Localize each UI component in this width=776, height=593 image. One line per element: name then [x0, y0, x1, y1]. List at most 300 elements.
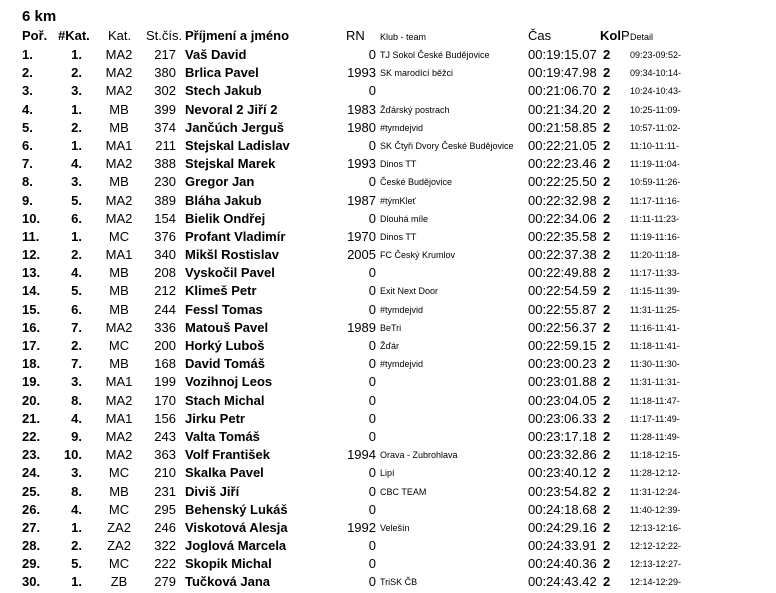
category-cell: ZA2	[107, 538, 131, 554]
birth-year-cell: 0	[368, 301, 376, 317]
name-cell: Profant Vladimír	[185, 228, 286, 244]
detail-cell: 11:31-11:25-	[630, 304, 680, 315]
start-number-cell: 246	[154, 519, 176, 535]
detail-cell: 09:34-10:14-	[630, 68, 682, 79]
name-cell: Jirku Petr	[185, 410, 245, 426]
table-row	[0, 101, 776, 119]
laps-cell: 2	[603, 210, 611, 226]
birth-year-cell: 0	[368, 501, 376, 517]
category-cell: MA2	[105, 47, 133, 62]
start-number-cell: 363	[154, 447, 176, 463]
time-cell: 00:24:43.42	[528, 574, 597, 590]
position-cell: 25.	[22, 483, 41, 499]
name-cell: Stach Michal	[185, 392, 265, 408]
position-cell: 10.	[22, 210, 41, 226]
start-number-cell: 279	[154, 574, 176, 590]
start-number-cell: 302	[154, 83, 176, 99]
club-cell: BeTri	[380, 322, 402, 333]
detail-cell: 11:30-11:30-	[630, 359, 680, 370]
category-cell: MB	[109, 265, 129, 281]
start-number-cell: 295	[154, 501, 176, 517]
detail-cell: 11:18-11:47-	[630, 395, 680, 406]
detail-cell: 11:11-11:23-	[630, 213, 680, 224]
time-cell: 00:24:33.91	[528, 538, 597, 554]
time-cell: 00:22:55.87	[528, 301, 597, 317]
club-cell: Žďár	[380, 341, 400, 351]
category-cell: MB	[109, 483, 129, 499]
table-row	[0, 555, 776, 573]
detail-cell: 11:17-11:16-	[630, 195, 680, 206]
birth-year-cell: 0	[368, 283, 376, 299]
name-cell: Joglová Marcela	[185, 538, 287, 554]
table-row	[0, 464, 776, 482]
position-cell: 8.	[22, 174, 33, 190]
laps-cell: 2	[603, 483, 611, 499]
table-row	[0, 46, 776, 64]
category-cell: MA2	[105, 83, 133, 99]
detail-cell: 11:20-11:18-	[630, 250, 680, 261]
category-cell: MB	[109, 301, 129, 317]
header-laps: Kol	[600, 28, 621, 43]
category-rank-cell: 5.	[71, 192, 82, 208]
position-cell: 12.	[22, 247, 41, 263]
detail-cell: 11:31-11:31-	[630, 377, 680, 388]
time-cell: 00:22:25.50	[528, 174, 597, 190]
start-number-cell: 170	[154, 392, 176, 408]
name-cell: Stech Jakub	[185, 83, 262, 99]
name-cell: Mikšl Rostislav	[185, 247, 279, 263]
position-cell: 4.	[22, 101, 33, 117]
start-number-cell: 156	[154, 410, 176, 426]
start-number-cell: 243	[154, 428, 176, 444]
start-number-cell: 217	[154, 47, 176, 62]
position-cell: 7.	[22, 156, 33, 172]
table-row	[0, 410, 776, 428]
category-rank-cell: 2.	[71, 247, 82, 263]
category-rank-cell: 5.	[71, 556, 82, 572]
detail-cell: 11:16-11:41-	[630, 322, 680, 333]
time-cell: 00:22:35.58	[528, 228, 597, 244]
position-cell: 20.	[22, 392, 41, 408]
time-cell: 00:21:34.20	[528, 101, 597, 117]
laps-cell: 2	[603, 174, 611, 190]
category-rank-cell: 1.	[71, 101, 82, 117]
time-cell: 00:24:40.36	[528, 556, 597, 572]
position-cell: 19.	[22, 374, 41, 390]
club-cell: #tymdejvid	[380, 304, 424, 315]
category-cell: MA1	[105, 374, 133, 390]
time-cell: 00:23:06.33	[528, 410, 597, 426]
birth-year-cell: 2005	[347, 247, 376, 263]
club-cell: Dlouhá míle	[380, 213, 429, 224]
category-cell: MC	[108, 465, 130, 481]
position-cell: 1.	[22, 47, 33, 62]
start-number-cell: 208	[154, 265, 176, 281]
name-cell: Brlica Pavel	[185, 65, 259, 81]
start-number-cell: 388	[154, 156, 176, 172]
club-cell: Dinos TT	[380, 159, 417, 170]
birth-year-cell: 0	[368, 410, 376, 426]
table-row	[0, 264, 776, 282]
laps-cell: 2	[603, 374, 611, 390]
category-rank-cell: 1.	[71, 137, 82, 153]
position-cell: 17.	[22, 338, 41, 353]
laps-cell: 2	[603, 574, 611, 590]
table-row	[0, 82, 776, 100]
start-number-cell: 389	[154, 192, 176, 208]
position-cell: 24.	[22, 465, 41, 481]
name-cell: Diviš Jiří	[185, 483, 240, 499]
laps-cell: 2	[603, 156, 611, 172]
category-rank-cell: 6.	[71, 301, 82, 317]
table-row	[0, 537, 776, 555]
header-club: Klub - team	[380, 32, 427, 42]
start-number-cell: 211	[155, 137, 176, 153]
time-cell: 00:22:56.37	[528, 319, 597, 335]
name-cell: Nevoral 2 Jiří 2	[185, 101, 278, 117]
position-cell: 16.	[22, 319, 41, 335]
laps-cell: 2	[603, 83, 611, 99]
detail-cell: 11:19-11:04-	[630, 159, 680, 170]
detail-cell: 12:13-12:27-	[630, 559, 682, 570]
laps-cell: 2	[603, 428, 611, 444]
category-rank-cell: 5.	[71, 283, 82, 299]
header-rn: RN	[346, 28, 365, 43]
start-number-cell: 244	[154, 301, 176, 317]
name-cell: Tučková Jana	[185, 574, 271, 590]
category-rank-cell: 2.	[71, 538, 82, 554]
category-cell: ZB	[110, 574, 128, 590]
birth-year-cell: 0	[368, 265, 376, 281]
club-cell: Exit Next Door	[380, 286, 439, 297]
laps-cell: 2	[603, 392, 611, 408]
detail-cell: 12:13-12:16-	[630, 522, 682, 533]
category-rank-cell: 9.	[71, 428, 82, 444]
header-time: Čas	[528, 28, 552, 43]
detail-cell: 11:31-12:24-	[630, 486, 681, 497]
time-cell: 00:21:58.85	[528, 119, 597, 135]
start-number-cell: 199	[154, 374, 176, 390]
category-cell: MB	[109, 174, 129, 190]
name-cell: Jančúch Jerguš	[185, 119, 284, 135]
birth-year-cell: 0	[368, 356, 376, 372]
category-rank-cell: 1.	[71, 519, 82, 535]
birth-year-cell: 1993	[347, 65, 376, 81]
detail-cell: 10:24-10:43-	[630, 86, 682, 97]
category-rank-cell: 3.	[71, 83, 82, 99]
category-cell: MA2	[105, 156, 133, 172]
position-cell: 11.	[22, 228, 40, 244]
detail-cell: 11:28-12:12-	[630, 468, 681, 479]
club-cell: Velešín	[380, 522, 410, 533]
category-cell: MA2	[105, 428, 133, 444]
start-number-cell: 212	[154, 283, 176, 299]
category-rank-cell: 4.	[71, 501, 82, 517]
detail-cell: 12:14-12:29-	[630, 577, 682, 588]
laps-cell: 2	[603, 247, 611, 263]
category-rank-cell: 8.	[71, 483, 82, 499]
laps-cell: 2	[603, 192, 611, 208]
category-rank-cell: 3.	[71, 174, 82, 190]
laps-cell: 2	[603, 137, 611, 153]
laps-cell: 2	[603, 356, 611, 372]
header-category: Kat.	[108, 28, 132, 43]
time-cell: 00:23:01.88	[528, 374, 597, 390]
start-number-cell: 154	[154, 210, 176, 226]
birth-year-cell: 1987	[347, 192, 376, 208]
club-cell: SK marodící běžci	[380, 68, 454, 79]
position-cell: 21.	[22, 410, 41, 426]
table-row	[0, 446, 776, 464]
category-cell: MA2	[105, 447, 133, 463]
detail-cell: 10:25-11:09-	[630, 104, 681, 115]
time-cell: 00:22:37.38	[528, 247, 597, 263]
laps-cell: 2	[603, 538, 611, 554]
start-number-cell: 168	[154, 356, 176, 372]
laps-cell: 2	[603, 265, 611, 281]
detail-cell: 11:17-11:33-	[630, 268, 680, 279]
category-rank-cell: 1.	[71, 574, 82, 590]
club-cell: FC Český Krumlov	[380, 250, 456, 261]
table-row	[0, 155, 776, 173]
club-cell: Žďárský postrach	[380, 104, 450, 115]
detail-cell: 11:18-11:41-	[630, 341, 680, 351]
category-rank-cell: 6.	[71, 210, 82, 226]
table-row	[0, 137, 776, 155]
birth-year-cell: 0	[368, 392, 376, 408]
name-cell: Volf František	[185, 447, 271, 463]
table-row	[0, 319, 776, 337]
table-row	[0, 282, 776, 300]
time-cell: 00:22:59.15	[528, 338, 597, 353]
name-cell: Klimeš Petr	[185, 283, 257, 299]
category-rank-cell: 4.	[71, 265, 82, 281]
time-cell: 00:19:15.07	[528, 47, 597, 62]
name-cell: David Tomáš	[185, 356, 265, 372]
time-cell: 00:23:04.05	[528, 392, 597, 408]
start-number-cell: 399	[154, 101, 176, 117]
category-cell: MA1	[105, 137, 133, 153]
position-cell: 30.	[22, 574, 41, 590]
birth-year-cell: 0	[368, 465, 376, 481]
category-rank-cell: 10.	[63, 447, 82, 463]
time-cell: 00:24:18.68	[528, 501, 597, 517]
club-cell: TriSK ČB	[380, 577, 418, 588]
name-cell: Behenský Lukáš	[185, 501, 288, 517]
category-rank-cell: 1.	[71, 228, 82, 244]
category-rank-cell: 3.	[71, 374, 82, 390]
header-kat-rank: #Kat.	[58, 28, 90, 43]
category-rank-cell: 7.	[71, 319, 82, 335]
laps-cell: 2	[603, 338, 611, 353]
category-cell: MB	[109, 119, 129, 135]
table-row	[0, 501, 776, 519]
table-row	[0, 173, 776, 191]
birth-year-cell: 0	[368, 556, 376, 572]
time-cell: 00:22:54.59	[528, 283, 597, 299]
table-row	[0, 192, 776, 210]
start-number-cell: 376	[154, 228, 176, 244]
birth-year-cell: 1989	[347, 319, 376, 335]
start-number-cell: 231	[154, 483, 176, 499]
table-row	[0, 428, 776, 446]
name-cell: Vozihnoj Leos	[185, 374, 273, 390]
laps-cell: 2	[603, 228, 611, 244]
table-row	[0, 228, 776, 246]
table-row	[0, 337, 776, 355]
header-p: P	[621, 28, 630, 43]
name-cell: Stejskal Marek	[185, 156, 276, 172]
position-cell: 23.	[22, 447, 41, 463]
laps-cell: 2	[603, 519, 611, 535]
position-cell: 15.	[22, 301, 41, 317]
start-number-cell: 210	[154, 465, 176, 481]
laps-cell: 2	[603, 447, 611, 463]
header-name: Příjmení a jméno	[185, 28, 290, 43]
start-number-cell: 340	[154, 247, 176, 263]
name-cell: Matouš Pavel	[185, 319, 269, 335]
name-cell: Bielik Ondřej	[185, 210, 266, 226]
name-cell: Skopik Michal	[185, 556, 272, 572]
position-cell: 3.	[22, 83, 33, 99]
page-title: 6 km	[22, 8, 57, 25]
category-rank-cell: 2.	[71, 119, 82, 135]
category-cell: MB	[109, 101, 129, 117]
detail-cell: 11:15-11:39-	[630, 286, 680, 297]
club-cell: České Budějovice	[380, 177, 453, 188]
birth-year-cell: 0	[368, 210, 376, 226]
detail-cell: 12:12-12:22-	[630, 541, 682, 552]
detail-cell: 11:18-12:15-	[630, 450, 681, 461]
laps-cell: 2	[603, 65, 611, 81]
table-row	[0, 573, 776, 591]
start-number-cell: 230	[154, 174, 176, 190]
laps-cell: 2	[603, 410, 611, 426]
category-rank-cell: 1.	[71, 47, 82, 62]
detail-cell: 11:19-11:16-	[630, 231, 680, 242]
position-cell: 6.	[22, 137, 33, 153]
results-table	[0, 46, 776, 592]
category-cell: MC	[108, 501, 130, 517]
start-number-cell: 322	[154, 538, 176, 554]
table-row	[0, 246, 776, 264]
time-cell: 00:22:49.88	[528, 265, 597, 281]
table-row	[0, 483, 776, 501]
birth-year-cell: 0	[368, 47, 376, 62]
table-row	[0, 210, 776, 228]
birth-year-cell: 1980	[347, 119, 376, 135]
table-row	[0, 119, 776, 137]
detail-cell: 09:23-09:52-	[630, 50, 682, 60]
name-cell: Vaš David	[185, 47, 247, 62]
name-cell: Bláha Jakub	[185, 192, 262, 208]
time-cell: 00:23:54.82	[528, 483, 597, 499]
category-rank-cell: 8.	[71, 392, 82, 408]
category-cell: MC	[108, 228, 130, 244]
position-cell: 22.	[22, 428, 41, 444]
club-cell: Dinos TT	[380, 231, 417, 242]
position-cell: 2.	[22, 65, 33, 81]
birth-year-cell: 1993	[347, 156, 376, 172]
category-rank-cell: 2.	[71, 65, 82, 81]
name-cell: Gregor Jan	[185, 174, 255, 190]
category-cell: MA1	[105, 247, 133, 263]
category-cell: MA2	[105, 319, 133, 335]
club-cell: Orava - Zubrohlava	[380, 450, 458, 461]
position-cell: 29.	[22, 556, 41, 572]
laps-cell: 2	[603, 556, 611, 572]
club-cell: SK Čtyři Dvory České Budějovice	[380, 140, 514, 151]
category-cell: MA2	[105, 192, 133, 208]
laps-cell: 2	[603, 301, 611, 317]
club-cell: #týmKleť	[380, 195, 416, 206]
birth-year-cell: 0	[368, 428, 376, 444]
detail-cell: 10:57-11:02-	[630, 122, 681, 133]
birth-year-cell: 0	[368, 137, 376, 153]
table-row	[0, 64, 776, 82]
birth-year-cell: 0	[368, 83, 376, 99]
detail-cell: 10:59-11:26-	[630, 177, 681, 188]
category-rank-cell: 4.	[71, 410, 82, 426]
time-cell: 00:23:17.18	[528, 428, 597, 444]
table-row	[0, 392, 776, 410]
time-cell: 00:24:29.16	[528, 519, 597, 535]
birth-year-cell: 1992	[347, 519, 376, 535]
name-cell: Horký Luboš	[185, 338, 265, 353]
detail-cell: 11:17-11:49-	[630, 413, 680, 424]
table-row	[0, 301, 776, 319]
table-row	[0, 373, 776, 391]
position-cell: 26.	[22, 501, 41, 517]
name-cell: Valta Tomáš	[185, 428, 260, 444]
name-cell: Stejskal Ladislav	[185, 137, 290, 153]
laps-cell: 2	[603, 501, 611, 517]
birth-year-cell: 0	[368, 374, 376, 390]
category-cell: MA2	[105, 210, 133, 226]
birth-year-cell: 0	[368, 574, 376, 590]
laps-cell: 2	[603, 119, 611, 135]
header-detail: Detail	[630, 32, 654, 42]
name-cell: Vyskočil Pavel	[185, 265, 275, 281]
table-row	[0, 519, 776, 537]
time-cell: 00:23:32.86	[528, 447, 597, 463]
category-cell: MA2	[105, 65, 133, 81]
position-cell: 28.	[22, 538, 41, 554]
laps-cell: 2	[603, 101, 611, 117]
position-cell: 5.	[22, 119, 33, 135]
club-cell: #tymdejvid	[380, 122, 424, 133]
position-cell: 13.	[22, 265, 41, 281]
time-cell: 00:22:23.46	[528, 156, 597, 172]
detail-cell: 11:10-11:11-	[630, 140, 680, 151]
category-cell: MA1	[105, 410, 133, 426]
birth-year-cell: 0	[368, 338, 376, 353]
category-rank-cell: 7.	[71, 356, 82, 372]
time-cell: 00:19:47.98	[528, 65, 597, 81]
category-cell: MA2	[105, 392, 133, 408]
laps-cell: 2	[603, 465, 611, 481]
club-cell: Lipí	[380, 468, 395, 479]
time-cell: 00:22:21.05	[528, 137, 597, 153]
category-rank-cell: 4.	[71, 156, 82, 172]
name-cell: Viskotová Alesja	[185, 519, 288, 535]
category-cell: ZA2	[107, 519, 131, 535]
detail-cell: 11:40-12:39-	[630, 504, 681, 515]
start-number-cell: 222	[154, 556, 176, 572]
birth-year-cell: 0	[368, 483, 376, 499]
birth-year-cell: 1983	[347, 101, 376, 117]
laps-cell: 2	[603, 47, 611, 62]
